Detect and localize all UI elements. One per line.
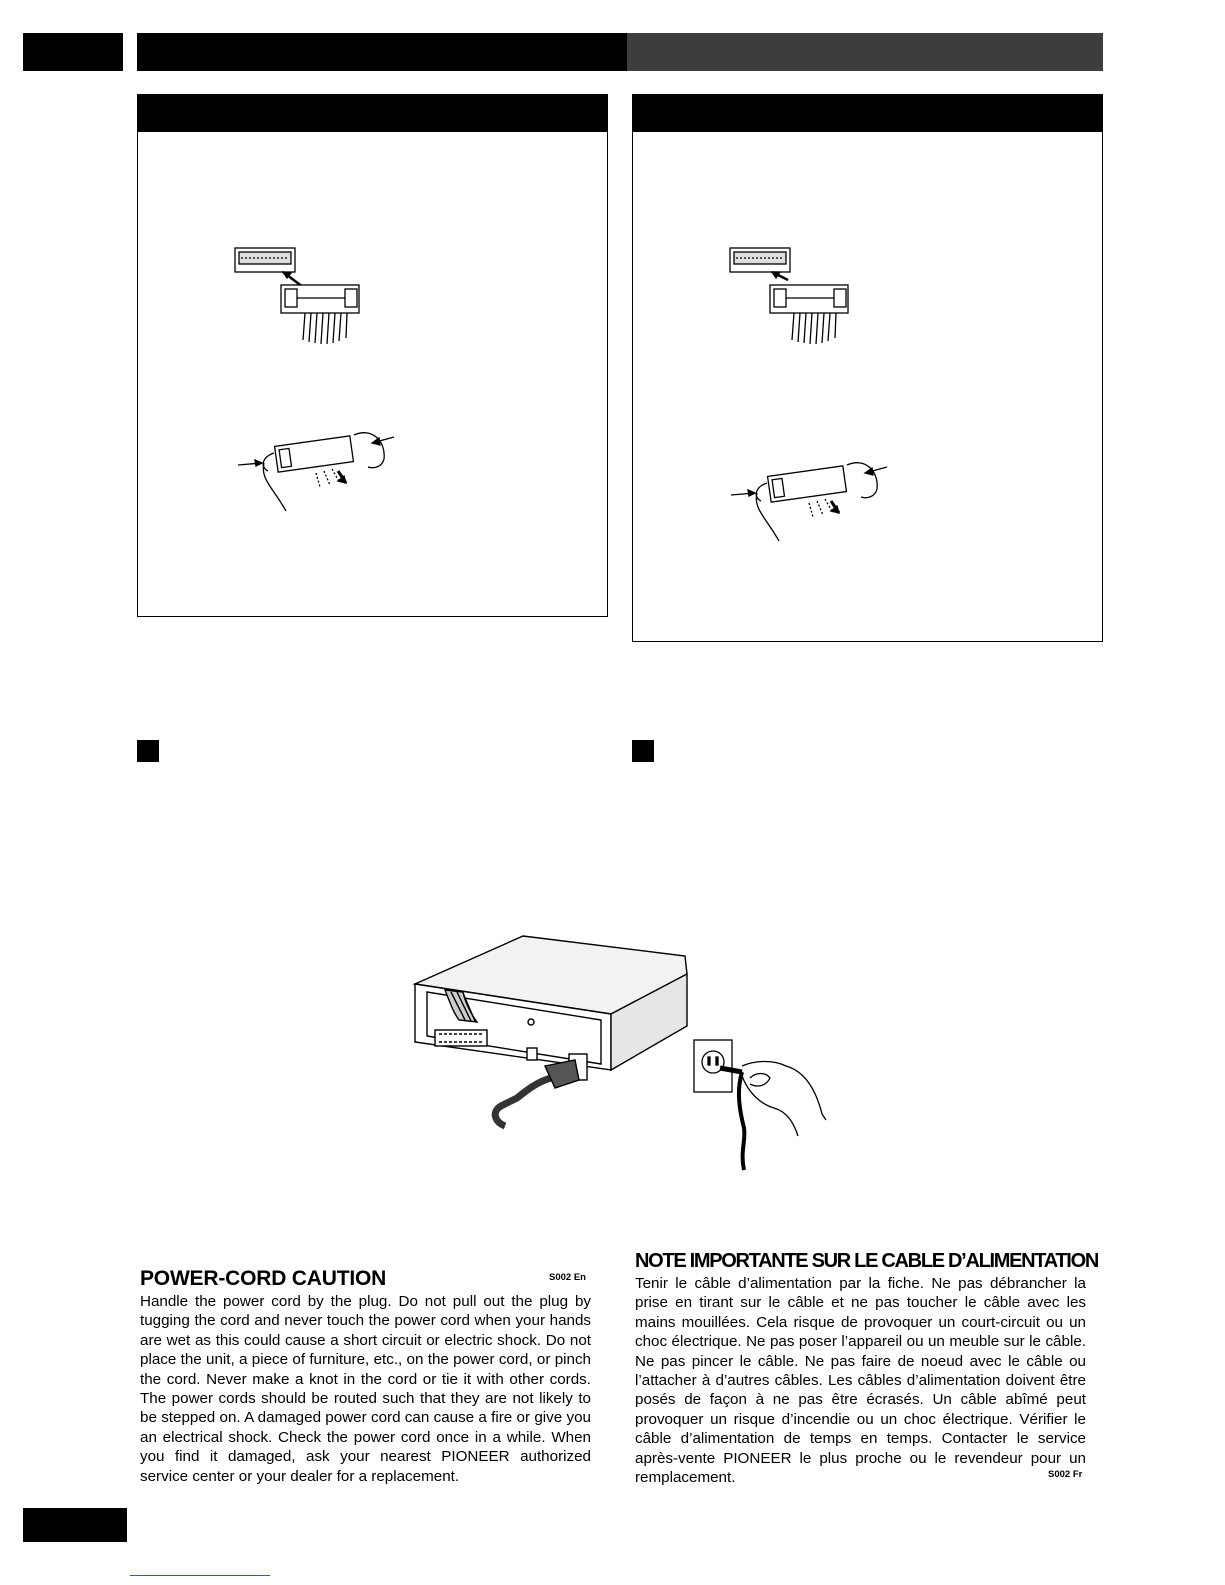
unit-power-cord-illustration (405, 930, 715, 1130)
wall-outlet-plug-illustration (690, 1032, 835, 1172)
connector-box-french (632, 94, 1103, 642)
caution-heading-english: POWER-CORD CAUTION (140, 1267, 387, 1290)
footer-rule (130, 1575, 270, 1576)
header-bar-left (137, 33, 627, 71)
connector-remove-illustration (234, 423, 404, 523)
connector-insert-illustration (728, 240, 868, 350)
box-header-french (632, 94, 1103, 132)
connector-remove-illustration (727, 453, 897, 553)
caution-body-english: Handle the power cord by the plug. Do not pull out the plug by tugging the cord and never touch the power cord when your hands are wet as this could cause a short circuit or electric shock. Do not place the unit, a piece of furniture, etc., on the power cord, or pinch the cord. Never make a knot in the cord or tie it with other cords. The power cords should be routed such that they are not likely to be stepped on. A damaged power cord can cause a fire or give you an electrical shock. Check the power cord once in a while. When you find it damaged, ask your nearest PIONEER authorized service center or your dealer for a replacement. (140, 1293, 591, 1485)
section-marker-english (137, 740, 159, 762)
box-header-english (137, 94, 608, 132)
caution-body-french: Tenir le câble d’alimentation par la fiche. Ne pas débrancher la prise en tirant sur le câble et ne pas toucher le câble avec les mains mouillées. Cela risque de provoquer un court-circuit ou un choc électrique. Ne pas poser l’appareil ou un meuble sur le câble. Ne pas pincer le câble. Ne pas faire de noeud avec le câble ou l’attacher à d’autres câbles. Les câbles d’alimentation doivent être posés de façon à ne pas être écrasés. Un câble abîmé peut provoquer un risque d’incendie ou un choc électrique. Vérifier le câble d’alimentation de temps en temps. Contacter le service après-vente PIONEER le plus proche ou le revendeur pour un remplacement. (635, 1275, 1086, 1487)
page-corner-tab (23, 33, 123, 71)
connector-box-english (137, 94, 608, 617)
header-bar-right (627, 33, 1103, 71)
caution-code-english: S002 En (549, 1272, 586, 1283)
caution-code-french: S002 Fr (1048, 1469, 1083, 1480)
page-number-tab (23, 1508, 127, 1542)
caution-heading-french: NOTE IMPORTANTE SUR LE CABLE D’ALIMENTATION (635, 1250, 1098, 1272)
section-marker-french (632, 740, 654, 762)
connector-insert-illustration (233, 240, 373, 350)
